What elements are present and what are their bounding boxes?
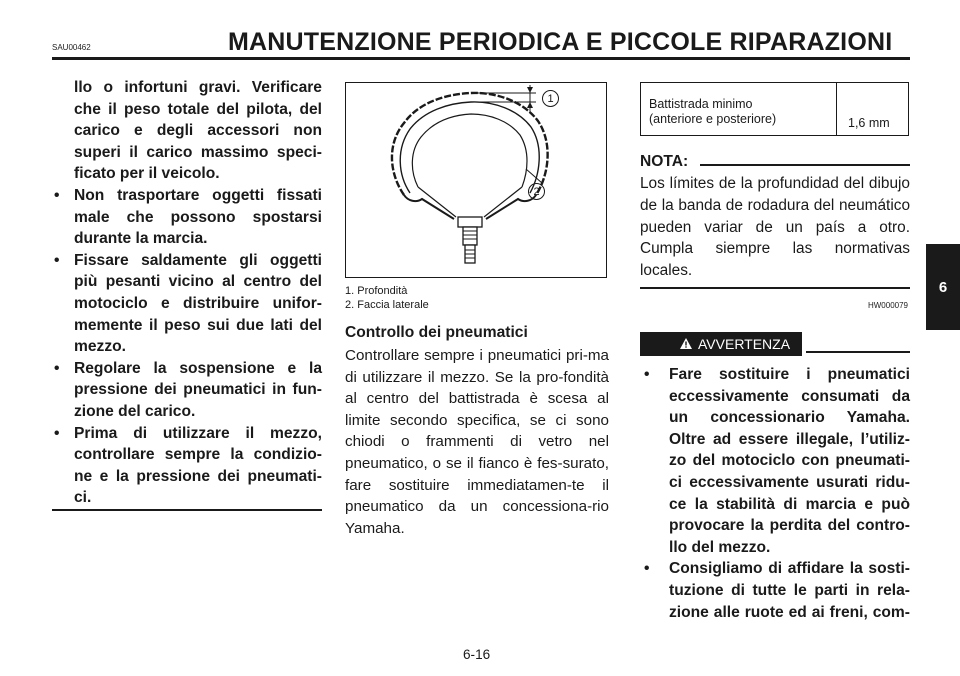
warning-banner — [640, 332, 802, 356]
bullet-line: pressione dei pneumatici in fun- — [74, 381, 322, 399]
nota-rule — [700, 164, 910, 166]
section-body: Controllare sempre i pneumatici pri-ma di utilizzare il mezzo. Se la pro-fondità al centro del battistrada è scesa al limite secondo specifica, se ci sono chiodi o frammenti di vetro nel pneumatico, o se il fianco è fes-surato, fare sostituire immediatamen-te il pneumatico da un concessiona-rio Yamaha. — [345, 347, 609, 537]
bullet-line: controllare sempre la condizio- — [74, 446, 322, 464]
bullet-line: zo del motociclo con pneumati- — [669, 452, 910, 470]
bullet-icon: • — [54, 186, 60, 204]
bullet-line: provocare la perdita del contro- — [669, 517, 910, 535]
warning-bullet — [640, 364, 910, 558]
bullet-line: zione alle ruote ed ai freni, com- — [669, 603, 910, 621]
bullet-line: Prima di utilizzare il mezzo, — [74, 424, 322, 442]
nota-end-rule — [640, 287, 910, 289]
bullet-line: male che possono spostarsi — [74, 208, 322, 226]
bullet-line: mezzo. — [74, 338, 126, 356]
intro-paragraph — [52, 77, 322, 185]
tire-illustration — [346, 83, 608, 279]
warning-icon — [680, 336, 692, 352]
figure-caption — [345, 284, 429, 312]
callout-2: 2 — [528, 183, 545, 200]
header-rule — [52, 57, 910, 60]
bullet-item — [52, 185, 322, 250]
caption-line: 1. Profondità — [345, 285, 408, 297]
nota-label: NOTA: — [640, 153, 689, 170]
bullet-icon: • — [54, 424, 60, 442]
warning-rule — [806, 351, 910, 353]
intro-line: llo o infortuni gravi. Verificare — [74, 79, 322, 96]
warning-list — [640, 364, 910, 623]
spec-label-line: Battistrada minimo — [649, 97, 753, 111]
nota-body: Los límites de la profundidad del dibujo de la banda de rodadura del neumático pueden variar de un país a otro. Cumpla siempre las normativas locales. — [640, 175, 910, 280]
bullet-line: ne e la pressione dei pneumati- — [74, 467, 322, 485]
bullet-line: zione del carico. — [74, 402, 196, 420]
bullet-item — [52, 423, 322, 509]
bullet-line: llo del mezzo. — [669, 538, 771, 556]
page-number: 6-16 — [463, 647, 491, 662]
bullet-icon: • — [54, 251, 60, 269]
page-title: MANUTENZIONE PERIODICA E PICCOLE RIPARAZIONI — [228, 28, 893, 56]
warning-label: AVVERTENZA — [698, 336, 791, 352]
bullet-line: Consigliamo di affidare la sosti- — [669, 560, 910, 578]
bullet-item — [52, 358, 322, 423]
callout-1: 1 — [542, 90, 559, 107]
column-1 — [52, 77, 322, 509]
bullet-item — [52, 250, 322, 358]
bullet-line: Fissare saldamente gli oggetti — [74, 251, 322, 269]
caption-line: 2. Faccia laterale — [345, 299, 429, 311]
intro-line: superi il carico massimo speci- — [74, 143, 322, 161]
bullet-line: ci. — [74, 489, 92, 507]
bullet-icon: • — [644, 560, 650, 578]
bullet-line: memente il peso sui due lati del — [74, 316, 322, 334]
bullet-line: più pesanti vicino al centro del — [74, 273, 322, 291]
bullet-line: Non trasportare oggetti fissati — [74, 186, 322, 204]
chapter-tab: 6 — [926, 244, 960, 330]
intro-line: ficato per il veicolo. — [74, 165, 220, 183]
spec-label-line: (anteriore e posteriore) — [649, 112, 777, 126]
bullet-icon: • — [644, 366, 650, 383]
tire-figure — [345, 82, 607, 278]
warning-bullet — [640, 558, 910, 623]
intro-line: che il peso totale del pilota, del — [74, 100, 322, 118]
bullet-line: durante la marcia. — [74, 230, 208, 248]
section-title: Controllo dei pneumatici — [345, 324, 528, 341]
bullet-line: un concessionario Yamaha. — [669, 409, 910, 427]
bullet-line: tuzione di tutte le parti in rela- — [669, 581, 910, 599]
bullet-icon: • — [54, 359, 60, 377]
column-1-end-rule — [52, 509, 322, 511]
warning-code: HW000079 — [867, 301, 908, 310]
bullet-line: Fare sostituire i pneumatici — [669, 366, 910, 383]
bullet-line: ci eccessivamente usurati ridu- — [669, 473, 910, 491]
spec-value: 1,6 mm — [848, 116, 890, 130]
bullet-line: ce la stabilità di marcia e può — [669, 495, 910, 513]
bullet-line: motociclo e distribuire unifor- — [74, 294, 322, 312]
spec-label — [641, 83, 837, 135]
bullet-line: Oltre ad essere illegale, l’utiliz- — [669, 430, 910, 448]
bullet-line: Regolare la sospensione e la — [74, 359, 322, 377]
bullet-line: eccessivamente consumati da — [669, 387, 910, 405]
section-code: SAU00462 — [52, 43, 91, 52]
intro-line: carico e degli accessori non — [74, 122, 322, 140]
spec-table — [640, 82, 909, 136]
